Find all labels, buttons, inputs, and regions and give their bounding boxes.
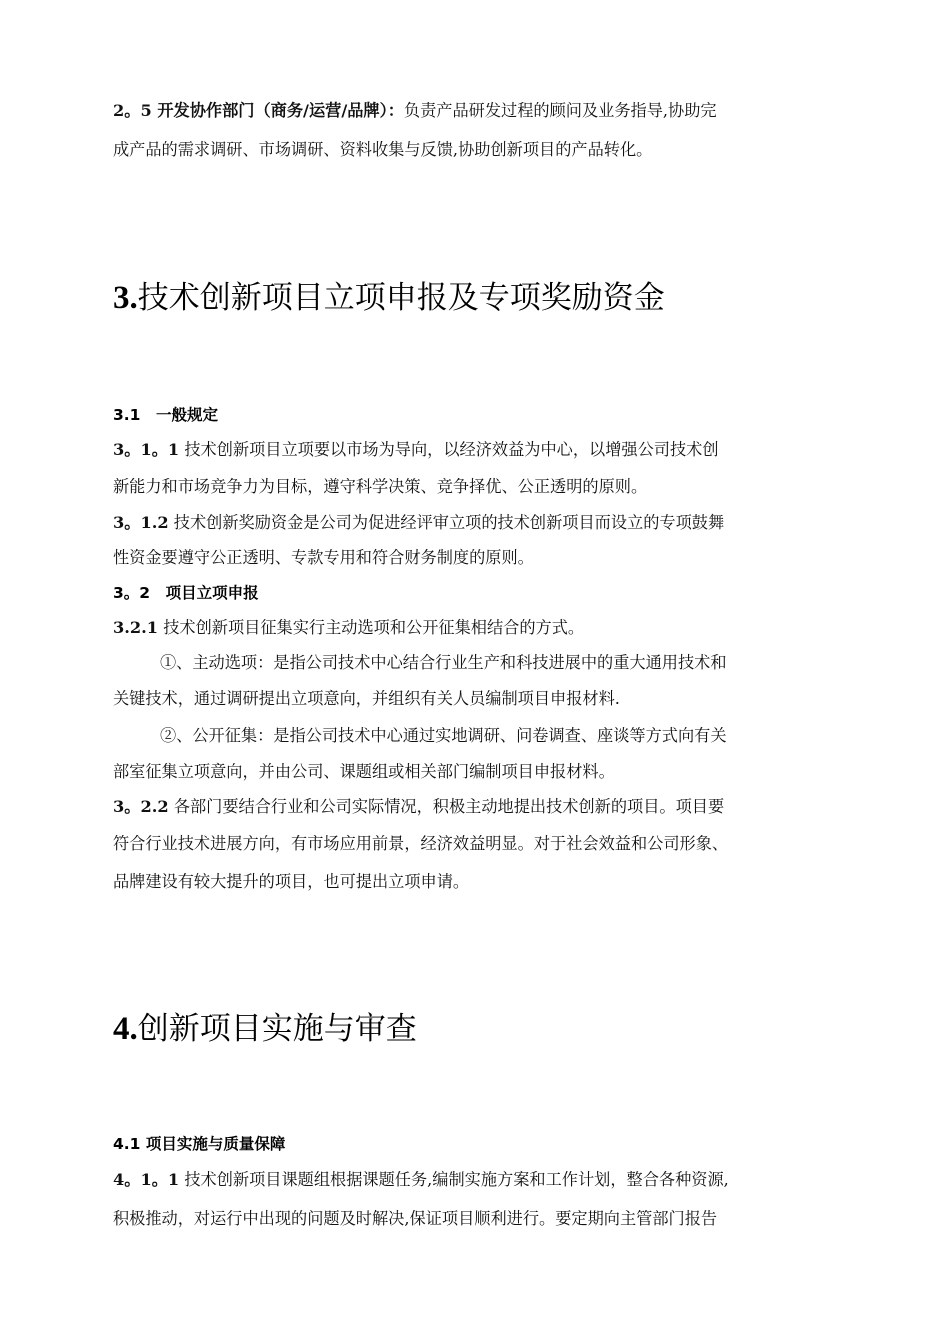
- section-3-2-2-line-2: 符合行业技术进展方向，有市场应用前景，经济效益明显。对于社会效益和公司形象、: [113, 834, 729, 853]
- heading-3-title: 技术创新项目立项申报及专项奖励资金: [137, 280, 665, 316]
- section-3-2-1-label: 3.2.1: [113, 618, 159, 637]
- section-4-1-1-line-1: [113, 1170, 729, 1190]
- section-2-5-line-2: 成产品的需求调研、市场调研、资料收集与反馈,协助创新项目的产品转化。: [113, 140, 653, 159]
- section-3-2-2-label: 3。2.2: [113, 797, 169, 816]
- section-3-2-2-text: 各部门要结合行业和公司实际情况，积极主动地提出技术创新的项目。项目要: [168, 797, 725, 816]
- section-3-1-1-label: 3。1。1: [113, 440, 180, 459]
- section-3-2-2-line-3: 品牌建设有较大提升的项目，也可提出立项申请。: [113, 872, 470, 891]
- section-2-5-line-1: [113, 101, 717, 121]
- list-item-1-line-2: 关键技术，通过调研提出立项意向，并组织有关人员编制项目申报材料.: [113, 689, 620, 708]
- heading-4-1: 4.1 项目实施与质量保障: [113, 1135, 286, 1153]
- section-3-1-2-text: 技术创新奖励资金是公司为促进经评审立项的技术创新项目而设立的专项鼓舞: [168, 513, 725, 532]
- section-3-2-2-line-1: [113, 797, 724, 817]
- section-4-1-1-label: 4。1。1: [113, 1170, 180, 1189]
- heading-3: [113, 278, 665, 318]
- heading-3-2: 3。2 项目立项申报: [113, 584, 259, 602]
- heading-4-number: 4.: [113, 1011, 138, 1047]
- section-3-2-1-text: 技术创新项目征集实行主动选项和公开征集相结合的方式。: [158, 618, 585, 637]
- section-2-5-text: 负责产品研发过程的顾问及业务指导,协助完: [403, 101, 717, 120]
- section-3-2-1-line-1: [113, 618, 584, 638]
- section-3-1-1-line-1: [113, 440, 719, 460]
- heading-3-number: 3.: [113, 280, 138, 316]
- section-4-1-1-text: 技术创新项目课题组根据课题任务,编制实施方案和工作计划，整合各种资源,: [179, 1170, 729, 1189]
- section-3-1-1-line-2: 新能力和市场竞争力为目标，遵守科学决策、竞争择优、公正透明的原则。: [113, 477, 648, 496]
- heading-4-title: 创新项目实施与审查: [137, 1011, 417, 1047]
- heading-3-1: 3.1 一般规定: [113, 406, 218, 424]
- list-item-1-line-1: ①、主动选项：是指公司技术中心结合行业生产和科技进展中的重大通用技术和: [160, 653, 727, 672]
- section-2-5-label: 2。5 开发协作部门（商务/运营/品牌）：: [113, 101, 404, 120]
- section-3-1-2-line-2: 性资金要遵守公正透明、专款专用和符合财务制度的原则。: [113, 548, 534, 567]
- list-item-2-line-1: ②、公开征集：是指公司技术中心通过实地调研、问卷调查、座谈等方式向有关: [160, 726, 727, 745]
- section-4-1-1-line-2: 积极推动，对运行中出现的问题及时解决,保证项目顺利进行。要定期向主管部门报告: [113, 1209, 718, 1228]
- section-3-1-1-text: 技术创新项目立项要以市场为导向，以经济效益为中心，以增强公司技术创: [179, 440, 719, 459]
- section-3-1-2-line-1: [113, 513, 724, 533]
- heading-4: [113, 1009, 417, 1049]
- section-3-1-2-label: 3。1.2: [113, 513, 169, 532]
- list-item-2-line-2: 部室征集立项意向，并由公司、课题组或相关部门编制项目申报材料。: [113, 762, 615, 781]
